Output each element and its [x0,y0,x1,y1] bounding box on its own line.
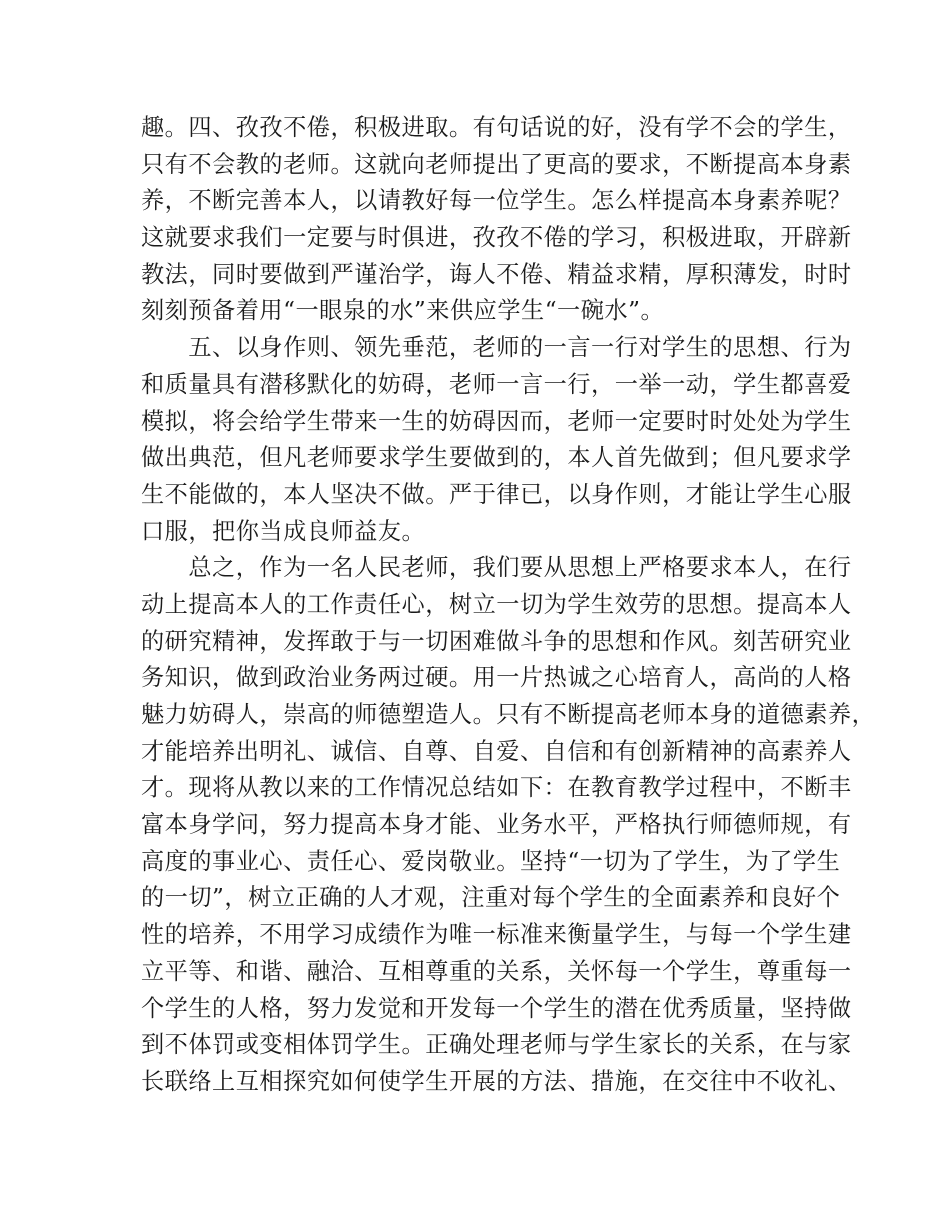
text-line: 总之，作为一名人民老师，我们要从思想上严格要求本人，在行 [141,554,852,582]
text-line: 才。现将从教以来的工作情况总结如下：在教育教学过程中，不断丰 [141,774,852,802]
text-line: 这就要求我们一定要与时俱进，孜孜不倦的学习，积极进取，开辟新 [141,224,852,252]
text-line: 口服，把你当成良师益友。 [141,517,426,545]
text-line: 才能培养出明礼、诚信、自尊、自爱、自信和有创新精神的高素养人 [141,737,852,765]
text-line: 务知识，做到政治业务两过硬。用一片热诚之心培育人，高尚的人格 [141,664,852,692]
text-line: 到不体罚或变相体罚学生。正确处理老师与学生家长的关系，在与家 [141,1031,852,1059]
text-line: 富本身学问，努力提高本身才能、业务水平，严格执行师德师规，有 [141,811,852,839]
text-line: 刻刻预备着用“一眼泉的水”来供应学生“一碗水”。 [141,297,665,325]
text-line: 生不能做的，本人坚决不做。严于律已，以身作则，才能让学生心服 [141,480,852,508]
text-line: 只有不会教的老师。这就向老师提出了更高的要求，不断提高本身素 [141,150,852,178]
text-line: 五、以身作则、领先垂范，老师的一言一行对学生的思想、行为 [141,334,852,362]
text-line: 教法，同时要做到严谨治学，诲人不倦、精益求精，厚积薄发，时时 [141,260,852,288]
text-line: 和质量具有潜移默化的妨碍，老师一言一行，一举一动，学生都喜爱 [141,370,852,398]
text-line: 动上提高本人的工作责任心，树立一切为学生效劳的思想。提高本人 [141,590,852,618]
text-line: 的研究精神，发挥敢于与一切困难做斗争的思想和作风。刻苦研究业 [141,627,852,655]
text-line: 魅力妨碍人，崇高的师德塑造人。只有不断提高老师本身的道德素养， [141,701,876,728]
text-line: 高度的事业心、责任心、爱岗敬业。坚持“一切为了学生，为了学生 [141,847,841,875]
text-line: 养，不断完善本人，以请教好每一位学生。怎么样提高本身素养呢？ [141,187,852,215]
text-line: 性的培养，不用学习成绩作为唯一标准来衡量学生，与每一个学生建 [141,921,852,949]
text-line: 立平等、和谐、融洽、互相尊重的关系，关怀每一个学生，尊重每一 [141,957,852,985]
text-line: 的一切”，树立正确的人才观，注重对每个学生的全面素养和良好个 [141,884,841,912]
body-text [141,110,876,1101]
text-line: 趣。四、孜孜不倦，积极进取。有句话说的好，没有学不会的学生， [141,114,852,141]
text-line: 个学生的人格，努力发觉和开发每一个学生的潜在优秀质量，坚持做 [141,994,852,1022]
text-line: 做出典范，但凡老师要求学生要做到的，本人首先做到；但凡要求学 [141,444,852,472]
text-line: 模拟，将会给学生带来一生的妨碍因而，老师一定要时时处处为学生 [141,407,852,435]
text-line: 长联络上互相探究如何使学生开展的方法、措施，在交往中不收礼、 [141,1067,852,1095]
